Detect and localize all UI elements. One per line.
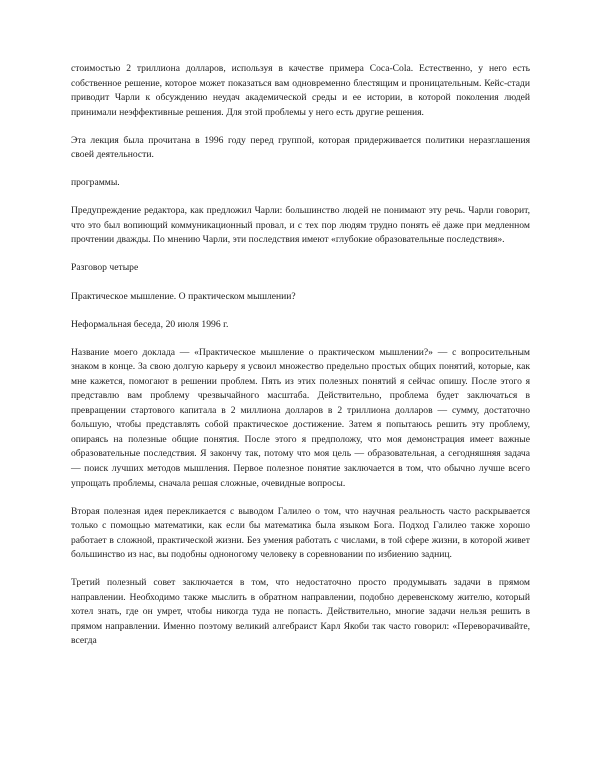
paragraph-editor-warning: Предупреждение редактора, как предложил Чарли: большинство людей не понимают эту речь. Чарли говорит, что это был вопиющий коммуникационный провал, и с тех пор людям трудно понять её даже при медленном прочтении дважды. По мнению Чарли, эти последствия имеют «глубокие образовательные последствия». [71,205,530,246]
paragraph-galileo-idea: Вторая полезная идея перекликается с выводом Галилео о том, что научная реальность часто раскрывается только с помощью математики, как если бы математика была языком Бога. Подход Галилео также хорошо работает в сложной, практической жизни. Без умения работать с числами, в той сфере жизни, в которой живет большинство из нас, вы подобны одноногому человеку в соревновании по избиению задниц. [71,505,530,561]
heading-talk-title: Практическое мышление. О практическом мышлении? [71,290,296,302]
paragraph-programs: программы. [71,177,120,189]
paragraph-coca-cola-case-study: стоимостью 2 триллиона долларов, используя в качестве примера Coca-Cola. Естественно, у него есть собственное решение, которое может показаться вам одновременно блестящим и проницательным. Кейс-стади приводит Чарли к обсуждению неудач академической среды и ее истории, в которой поколения людей принимали неэффективные решения. Для этой проблемы у него есть другие решения. [71,63,530,118]
paragraph-invert-jacobi: Третий полезный совет заключается в том, что недостаточно просто продумывать задачи в прямом направлении. Необходимо также мыслить в обратном направлении, подобно деревенскому жителю, который хотел знать, где он умрет, чтобы никогда туда не попасть. Действительно, многие задачи нельзя решить в прямом направлении. Именно поэтому великий алгебраист Карл Якоби так часто говорил: «Переворачивайте, всегда [71,577,530,647]
text-column [71,62,530,649]
heading-talk-four: Разговор четыре [71,262,139,274]
paragraph-lecture-1996: Эта лекция была прочитана в 1996 году перед группой, которая придерживается политики неразглашения своей деятельности. [71,134,530,161]
paragraph-speech-opening: Название моего доклада — «Практическое мышление о практическом мышлении?» — с вопросительным знаком в конце. За свою долгую карьеру я усвоил множество предельно простых общих понятий, которые, как мне кажется, помогают в решении проблем. Пять из этих полезных понятий я сейчас опишу. После этого я представлю вам проблему чрезвычайного масштаба. Действительно, проблема будет заключаться в превращении стартового капитала в 2 миллиона долларов в 2 триллиона долларов — сумму, достаточно большую, чтобы представлять собой практическое достижение. Затем я попытаюсь решить эту проблему, опираясь на полезные общие понятия. После этого я предположу, что моя демонстрация имеет важные образовательные последствия. Я закончу так, потому что моя цель — образовательная, а сегодняшняя задача — поиск лучших методов мышления. Первое полезное понятие заключается в том, что обычно лучше всего упрощать проблемы, сначала решая сложные, очевидные вопросы. [71,346,530,489]
talk-date-line: Неформальная беседа, 20 июля 1996 г. [71,318,229,330]
